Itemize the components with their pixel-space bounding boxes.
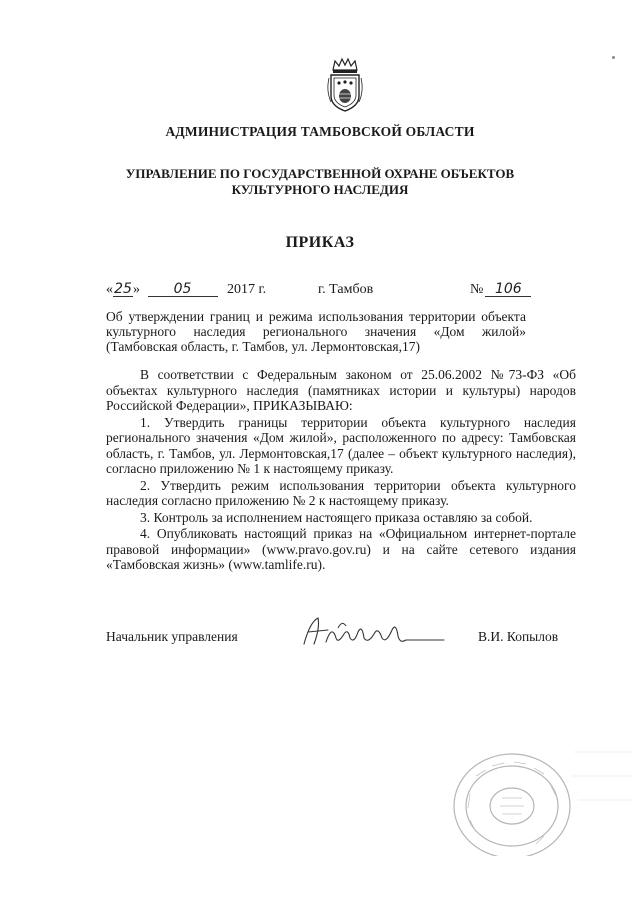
signatory-name: В.И. Копылов — [478, 629, 559, 644]
number-prefix: № — [470, 282, 484, 297]
order-body — [106, 367, 576, 573]
order-item-2: 2. Утвердить режим использования территории объекта культурного наследия согласно приложению № 2 к настоящему приказу. — [106, 477, 576, 508]
coat-of-arms-icon — [325, 56, 365, 114]
document-type: ПРИКАЗ — [285, 234, 355, 251]
date-line — [106, 282, 266, 298]
department-line-2: КУЛЬТУРНОГО НАСЛЕДИЯ — [231, 182, 409, 197]
date-month: 05 — [148, 282, 218, 297]
number-value: 106 — [485, 282, 531, 297]
date-close-quote: » — [133, 282, 140, 297]
signatory-title: Начальник управления — [106, 629, 238, 644]
preamble: В соответствии с Федеральным законом от 25.06.2002 №73-ФЗ «Об объектах культурного наследия (памятниках истории и культуры) народов Российской Федерации», ПРИКАЗЫВАЮ: — [106, 367, 576, 413]
order-item-3: 3. Контроль за исполнением настоящего приказа оставляю за собой. — [140, 509, 533, 525]
date-year: 2017 г. — [227, 282, 267, 297]
city: г. Тамбов — [318, 282, 374, 297]
order-number — [470, 282, 531, 298]
official-seal-stamp — [452, 746, 632, 856]
handwritten-signature — [298, 614, 448, 652]
order-subject: Об утверждении границ и режима использования территории объекта культурного наследия регионального значения «Дом жилой» (Тамбовская область, г. Тамбов, ул. Лермонтовская,17) — [106, 309, 526, 354]
organization-title: АДМИНИСТРАЦИЯ ТАМБОВСКОЙ ОБЛАСТИ — [165, 124, 475, 139]
order-item-1: 1. Утвердить границы территории объекта культурного наследия регионального значения «Дом жилой», расположенного по адресу: Тамбовская область, г. Тамбов, ул. Лермонтовская,17 (далее – объект культурного наследия), согласно приложению № 1 к настоящему приказу. — [106, 414, 576, 476]
order-item-4: 4. Опубликовать настоящий приказ на «Официальном интернет-портале правовой информации» (www.pravo.gov.ru) и на сайте сетевого издания «Тамбовская жизнь» (www.tamlife.ru). — [106, 526, 576, 572]
department-title — [0, 166, 640, 198]
scan-speck — [612, 56, 615, 59]
date-open-quote: « — [106, 282, 113, 297]
date-day: 25 — [114, 281, 132, 297]
department-line-1: УПРАВЛЕНИЕ ПО ГОСУДАРСТВЕННОЙ ОХРАНЕ ОБЪЕКТОВ — [125, 166, 515, 181]
